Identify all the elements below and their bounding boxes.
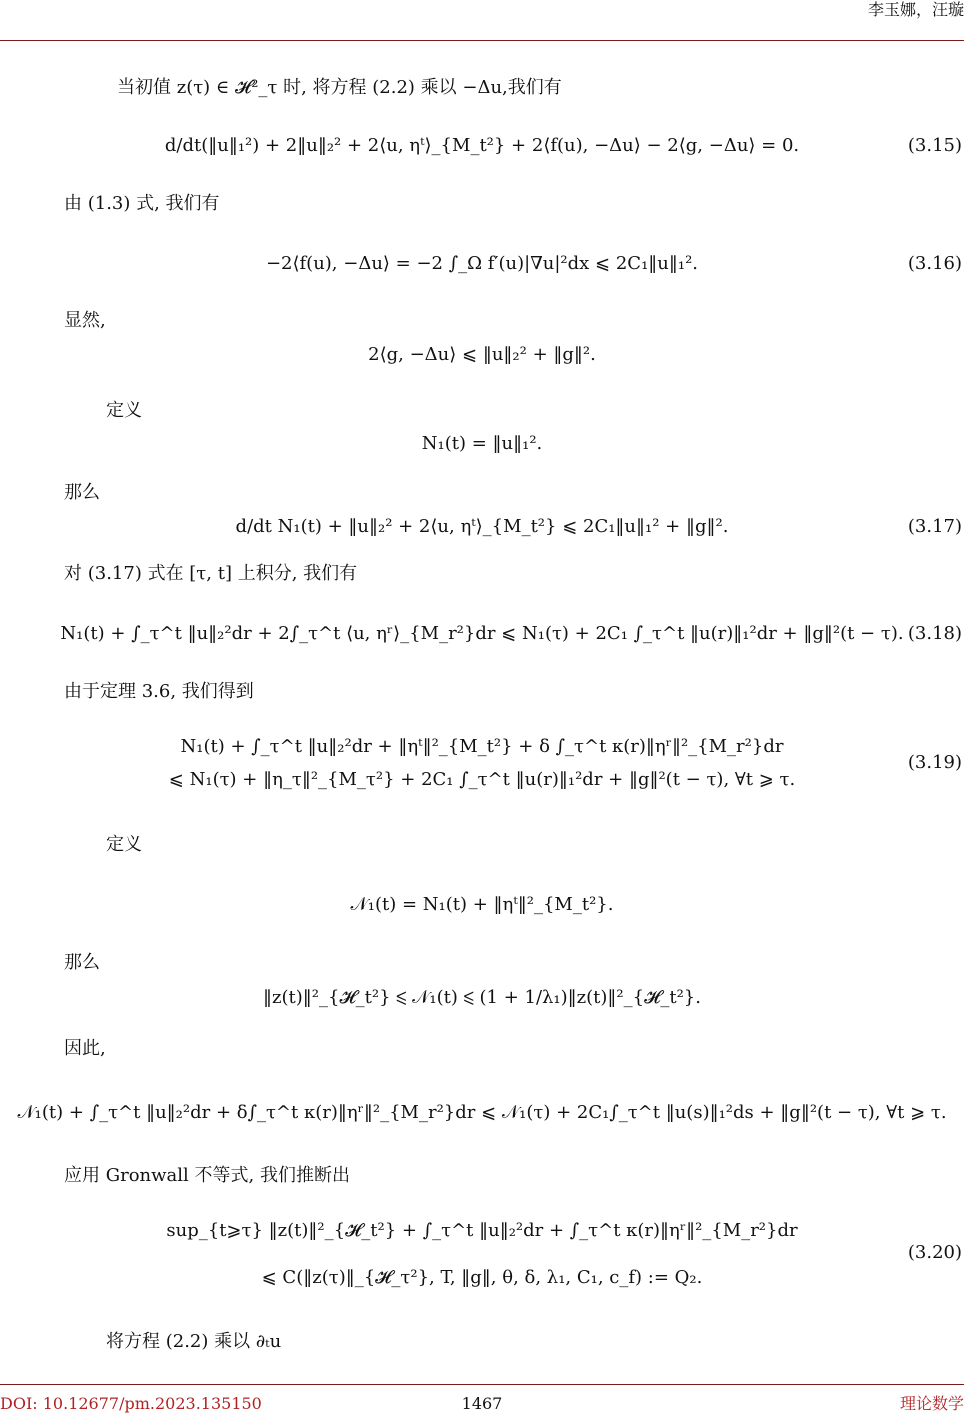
equation-number-3-18: (3.18) <box>907 623 962 644</box>
paragraph-integrate: 对 (3.17) 式在 [τ, t] 上积分, 我们有 <box>64 563 358 584</box>
equation-3-19-line-1: N₁(t) + ∫_τ^t ‖u‖₂²dr + ‖ηᵗ‖²_{M_t²} + δ ∫_τ^t κ(r)‖ηʳ‖²_{M_r²}dr <box>180 736 784 757</box>
equation-3-17: d/dt N₁(t) + ‖u‖₂² + 2⟨u, ηᵗ⟩_{M_t²} ⩽ 2C₁‖u‖₁² + ‖g‖². <box>235 516 729 537</box>
equation-3-20-line-1: sup_{t⩾τ} ‖z(t)‖²_{𝓗_t²} + ∫_τ^t ‖u‖₂²dr + ∫_τ^t κ(r)‖ηʳ‖²_{M_r²}dr <box>166 1220 798 1241</box>
running-header-authors: 李玉娜，汪璇 <box>867 0 964 19</box>
equation-number-3-19: (3.19) <box>907 752 962 773</box>
header-rule <box>0 40 964 41</box>
paragraph-define-2: 定义 <box>106 834 142 855</box>
equation-3-16: −2⟨f(u), −Δu⟩ = −2 ∫_Ω f′(u)|∇u|²dx ⩽ 2C₁‖u‖₁². <box>265 253 699 274</box>
equation-N1-def: N₁(t) = ‖u‖₁². <box>421 433 543 454</box>
equation-3-18: N₁(t) + ∫_τ^t ‖u‖₂²dr + 2∫_τ^t ⟨u, ηʳ⟩_{M_r²}dr ⩽ N₁(τ) + 2C₁ ∫_τ^t ‖u(r)‖₁²dr + ‖g‖²(t − τ). <box>60 623 904 644</box>
paragraph-define-1: 定义 <box>106 400 142 421</box>
equation-number-3-15: (3.15) <box>907 135 962 156</box>
footer-doi-link[interactable]: DOI: 10.12677/pm.2023.135150 <box>0 1394 262 1413</box>
equation-3-20-line-2: ⩽ C(‖z(τ)‖_{𝓗_τ²}, T, ‖g‖, θ, δ, λ₁, C₁, c_f) := Q₂. <box>261 1267 703 1288</box>
paragraph-then-2: 那么 <box>64 952 100 973</box>
paragraph-obviously: 显然, <box>64 310 106 331</box>
equation-integral-inequality: 𝒩₁(t) + ∫_τ^t ‖u‖₂²dr + δ∫_τ^t κ(r)‖ηʳ‖²_{M_r²}dr ⩽ 𝒩₁(τ) + 2C₁∫_τ^t ‖u(s)‖₁²ds + ‖g‖²(t − τ), ∀t ⩾ τ. <box>17 1102 947 1123</box>
equation-calN1-def: 𝒩₁(t) = N₁(t) + ‖ηᵗ‖²_{M_t²}. <box>350 894 614 915</box>
equation-3-19-line-2: ⩽ N₁(τ) + ‖η_τ‖²_{M_τ²} + 2C₁ ∫_τ^t ‖u(r)‖₁²dr + ‖g‖²(t − τ), ∀t ⩾ τ. <box>168 769 796 790</box>
footer-rule <box>0 1384 964 1385</box>
paragraph-theorem-3-6: 由于定理 3.6, 我们得到 <box>64 681 254 702</box>
equation-number-3-20: (3.20) <box>907 1242 962 1263</box>
paragraph-multiply-dtu: 将方程 (2.2) 乘以 ∂ₜu <box>106 1331 282 1352</box>
equation-norm-equivalence: ‖z(t)‖²_{𝓗_t²} ⩽ 𝒩₁(t) ⩽ (1 + 1/λ₁)‖z(t)‖²_{𝓗_t²}. <box>263 987 701 1008</box>
equation-number-3-16: (3.16) <box>907 253 962 274</box>
paragraph-gronwall: 应用 Gronwall 不等式, 我们推断出 <box>64 1165 350 1186</box>
paragraph-then-1: 那么 <box>64 482 100 503</box>
equation-number-3-17: (3.17) <box>907 516 962 537</box>
paragraph-therefore: 因此, <box>64 1038 106 1059</box>
paragraph-initial-value: 当初值 z(τ) ∈ 𝓗²_τ 时, 将方程 (2.2) 乘以 −Δu,我们有 <box>117 77 562 98</box>
paragraph-from-1-3: 由 (1.3) 式, 我们有 <box>64 193 220 214</box>
equation-g-bound: 2⟨g, −Δu⟩ ⩽ ‖u‖₂² + ‖g‖². <box>368 344 596 365</box>
footer-journal-link[interactable]: 理论数学 <box>899 1394 964 1413</box>
equation-3-15: d/dt(‖u‖₁²) + 2‖u‖₂² + 2⟨u, ηᵗ⟩_{M_t²} + 2⟨f(u), −Δu⟩ − 2⟨g, −Δu⟩ = 0. <box>164 135 800 156</box>
footer-page-number: 1467 <box>461 1394 503 1413</box>
